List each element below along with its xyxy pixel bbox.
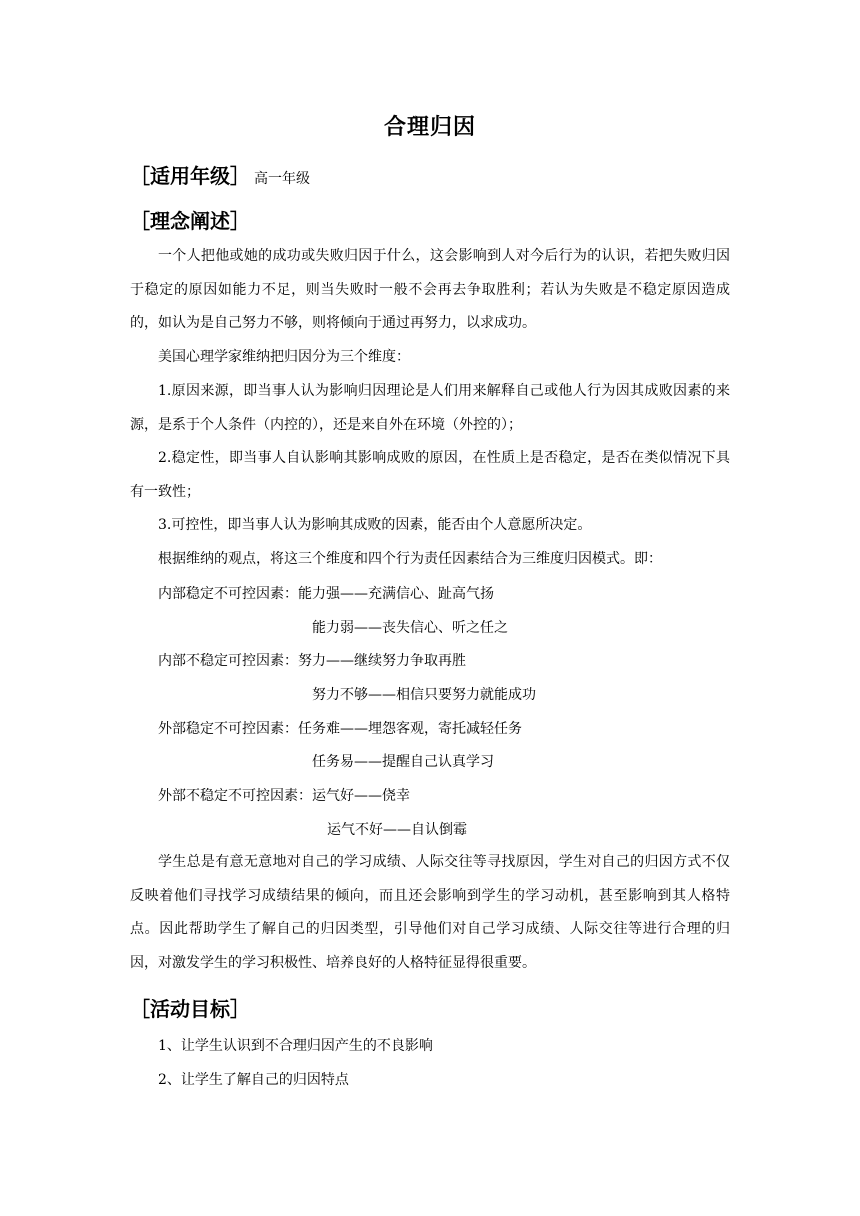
factor-line: 运气不好——自认倒霉 xyxy=(327,822,467,838)
goals-heading: ［活动目标］ xyxy=(130,997,250,1021)
dimension-stability: 2.稳定性，即当事人自认影响其影响成败的原因，在性质上是否稳定，是否在类似情况下具有一致性； xyxy=(130,450,730,500)
dimension-controllability: 3.可控性，即当事人认为影响其成败的因素，能否由个人意愿所决定。 xyxy=(158,517,592,533)
factor-line: 外部不稳定不可控因素：运气好——侥幸 xyxy=(158,788,410,804)
document-title: 合理归因 xyxy=(383,115,476,140)
concept-paragraph-1: 一个人把他或她的成功或失败归因于什么，这会影响到人对今后行为的认识，若把失败归因于稳定的原因如能力不足，则当失败时一般不会再去争取胜利；若认为失败是不稳定原因造成的，如认为是自己努力不够，则将倾向于通过再努力，以求成功。 xyxy=(130,248,730,331)
concept-paragraph-7: 学生总是有意无意地对自己的学习成绩、人际交往等寻找原因，学生对自己的归因方式不仅反映着他们寻找学习成绩结果的倾向，而且还会影响到学生的学习动机，甚至影响到其人格特点。因此帮助学生了解自己的归因类型，引导他们对自己学习成绩、人际交往等进行合理的归因，对激发学生的学习积极性、培养良好的人格特征显得很重要。 xyxy=(130,854,730,971)
grade-label: ［适用年级］ xyxy=(130,164,250,188)
concept-paragraph-6: 根据维纳的观点，将这三个维度和四个行为责任因素结合为三维度归因模式。即： xyxy=(158,551,662,567)
factor-line: 能力弱——丧失信心、听之任之 xyxy=(312,620,508,636)
grade-heading xyxy=(130,160,310,189)
grade-value: 高一年级 xyxy=(254,171,310,187)
factor-line: 任务易——提醒自己认真学习 xyxy=(312,754,494,770)
factor-line: 外部稳定不可控因素：任务难——埋怨客观，寄托减轻任务 xyxy=(158,721,522,737)
factor-line: 内部不稳定可控因素：努力——继续努力争取再胜 xyxy=(158,653,466,669)
dimension-source: 1.原因来源，即当事人认为影响归因理论是人们用来解释自己或他人行为因其成败因素的来源，是系于个人条件（内控的），还是来自外在环境（外控的）； xyxy=(130,383,730,433)
factor-line: 努力不够——相信只要努力就能成功 xyxy=(312,687,536,703)
concept-paragraph-2: 美国心理学家维纳把归因分为三个维度： xyxy=(158,349,410,365)
goal-item: 2、让学生了解自己的归因特点 xyxy=(158,1072,349,1088)
goal-item: 1、让学生认识到不合理归因产生的不良影响 xyxy=(158,1038,433,1054)
concept-heading: ［理念阐述］ xyxy=(130,209,250,233)
factor-line: 内部稳定不可控因素：能力强——充满信心、趾高气扬 xyxy=(158,586,494,602)
